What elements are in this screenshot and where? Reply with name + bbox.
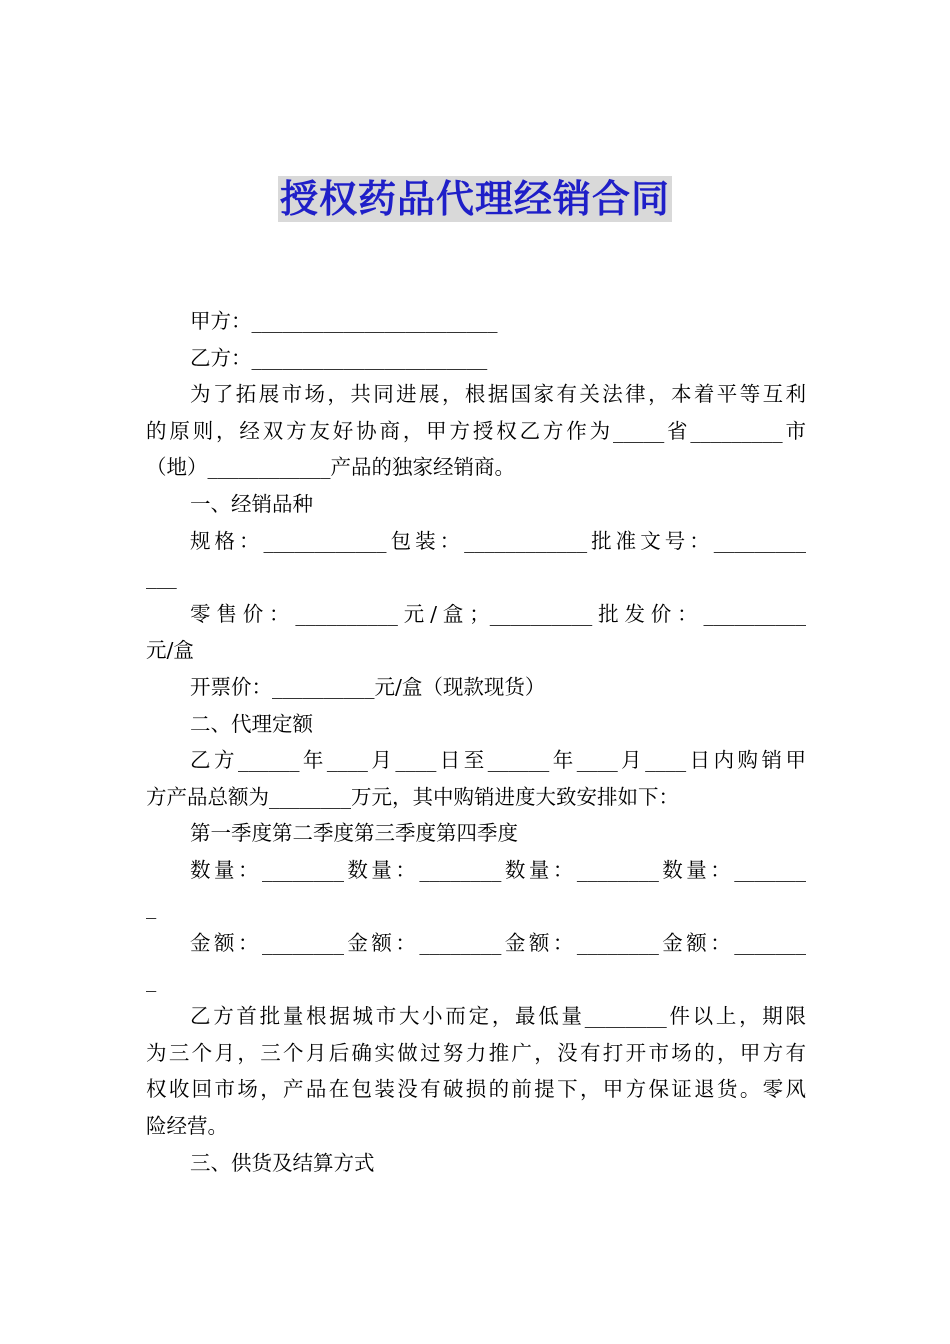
paragraph-line: 金额：________金额：________金额：________金额：_______ bbox=[190, 931, 806, 956]
paragraph-line: 为三个月，三个月后确实做过努力推广，没有打开市场的，甲方有 bbox=[146, 1040, 806, 1065]
section-heading: 二、代理定额 bbox=[190, 711, 313, 736]
paragraph-line: 权收回市场，产品在包装没有破损的前提下，甲方保证退货。零风 bbox=[146, 1077, 806, 1102]
paragraph-line: 方产品总额为________万元，其中购销进度大致安排如下： bbox=[146, 784, 679, 809]
paragraph-line: 元/盒 bbox=[146, 638, 194, 663]
paragraph-line: 为了拓展市场，共同进展，根据国家有关法律，本着平等互利 bbox=[190, 382, 806, 407]
title-container bbox=[0, 176, 950, 222]
paragraph-line: _ bbox=[146, 894, 157, 919]
paragraph-line: 规格：____________包装：____________批准文号：_________ bbox=[190, 528, 806, 553]
paragraph-line: _ bbox=[146, 967, 157, 992]
paragraph-line: ___ bbox=[146, 565, 177, 590]
paragraph-line: 数量：________数量：________数量：________数量：_______ bbox=[190, 857, 806, 882]
paragraph-line: 乙方首批量根据城市大小而定，最低量________件以上，期限 bbox=[190, 1004, 806, 1029]
document-body bbox=[146, 303, 806, 1181]
section-heading: 三、供货及结算方式 bbox=[190, 1150, 375, 1175]
document-title: 授权药品代理经销合同 bbox=[279, 177, 670, 221]
paragraph-line: 第一季度第二季度第三季度第四季度 bbox=[190, 821, 518, 846]
party-b-line: 乙方：_______________________ bbox=[190, 345, 488, 370]
paragraph-line: （地）____________产品的独家经销商。 bbox=[146, 455, 515, 480]
paragraph-line: 乙方______年____月____日至______年____月____日内购销甲 bbox=[190, 748, 806, 773]
paragraph-line: 开票价：__________元/盒（现款现货） bbox=[190, 674, 546, 699]
paragraph-line: 的原则，经双方友好协商，甲方授权乙方作为_____省_________市 bbox=[146, 418, 806, 443]
section-heading: 一、经销品种 bbox=[190, 491, 313, 516]
paragraph-line: 险经营。 bbox=[146, 1114, 228, 1139]
paragraph-line: 零售价：__________元/盒；__________批发价：__________ bbox=[190, 601, 806, 626]
party-a-line: 甲方：________________________ bbox=[190, 309, 498, 333]
